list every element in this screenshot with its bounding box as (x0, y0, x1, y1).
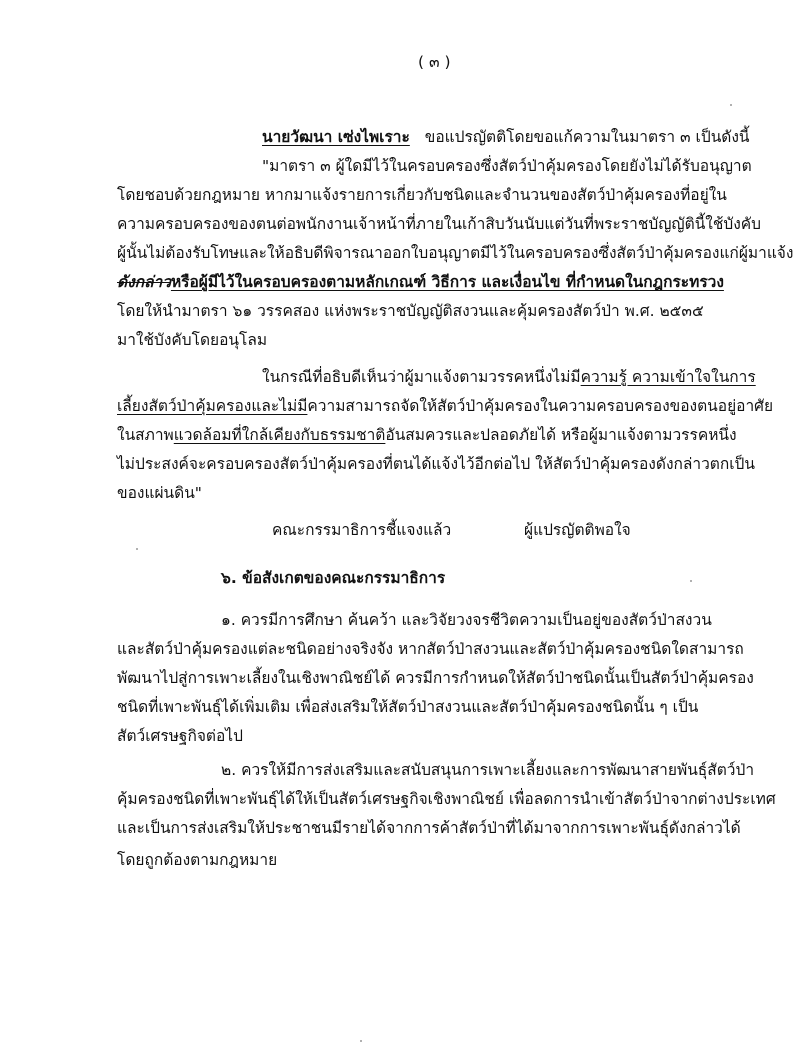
amendment-line: โดยให้นำมาตรา ๖๑ วรรคสอง แห่งพระราชบัญญัติสงวนและคุ้มครองสัตว์ป่า พ.ศ. ๒๕๓๕ (117, 302, 704, 320)
scan-speck (690, 580, 692, 582)
section-heading: ๖. ข้อสังเกตของคณะกรรมาธิการ (221, 569, 446, 587)
observation-1-line: ชนิดที่เพาะพันธุ์ได้เพิ่มเติม เพื่อส่งเสริมให้สัตว์ป่าสงวนและสัตว์ป่าคุ้มครองชนิดนั้น ๆ เป็น (117, 698, 699, 716)
amendment-header-line (262, 127, 750, 147)
amendment-line: ความครอบครองของตนต่อพนักงานเจ้าหน้าที่ภายในเก้าสิบวันนับแต่วันที่พระราชบัญญัตินี้ใช้บังคับ (117, 215, 761, 233)
amendment-para2-line: ของแผ่นดิน" (117, 484, 202, 502)
observation-1-line: สัตว์เศรษฐกิจต่อไป (117, 727, 243, 745)
inserted-text: หรือผู้มีไว้ในครอบครองตามหลักเกณฑ์ วิธีการ และเงื่อนไข ที่กำหนดในกฎกระทรวง (170, 273, 724, 291)
para2-text: ในสภาพ (117, 426, 174, 444)
amendment-line: ผู้นั้นไม่ต้องรับโทษและให้อธิบดีพิจารณาออกใบอนุญาตมีไว้ในครอบครองซึ่งสัตว์ป่าคุ้มครองแก่ผู้มาแจ้ง (117, 244, 794, 262)
inserted-text: แวดล้อมที่ใกล้เคียงกับธรรมชาติ (173, 426, 386, 444)
observation-2-line: ๒. ควรให้มีการส่งเสริมและสนับสนุนการเพาะเลี้ยงและการพัฒนาสายพันธุ์สัตว์ป่า (221, 761, 755, 779)
observation-1-line: พัฒนาไปสู่การเพาะเลี้ยงในเชิงพาณิชย์ได้ ควรมีการกำหนดให้สัตว์ป่าชนิดนั้นเป็นสัตว์ป่าคุ้มครอง (117, 669, 754, 687)
para2-text: อันสมควรและปลอดภัยได้ หรือผู้มาแจ้งตามวรรคหนึ่ง (385, 426, 737, 444)
scan-speck (730, 104, 732, 106)
observation-1-line: ๑. ควรมีการศึกษา ค้นคว้า และวิจัยวงจรชีวิตความเป็นอยู่ของสัตว์ป่าสงวน (221, 611, 712, 629)
committee-note: คณะกรรมาธิการชี้แจงแล้ว (272, 521, 452, 539)
mover-note: ผู้แปรญัตติพอใจ (524, 521, 631, 539)
inserted-text: ความรู้ ความเข้าใจในการ (580, 368, 756, 386)
amendment-line (117, 272, 724, 292)
amendment-intro: ขอแปรญัตติโดยขอแก้ความในมาตรา ๓ เป็นดังนี้ (424, 128, 750, 146)
observation-2-line: โดยถูกต้องตามกฎหมาย (117, 851, 278, 869)
para2-text: ความสามารถจัดให้สัตว์ป่าคุ้มครองในความครอบครองของตนอยู่อาศัย (307, 397, 774, 415)
amendment-para2-line (262, 367, 756, 387)
observation-1-line: และสัตว์ป่าคุ้มครองแต่ละชนิดอย่างจริงจัง หากสัตว์ป่าสงวนและสัตว์ป่าคุ้มครองชนิดใดสามารถ (117, 640, 744, 658)
amendment-line: มาใช้บังคับโดยอนุโลม (117, 331, 268, 349)
mover-name: นายวัฒนา เซ่งไพเราะ (262, 128, 410, 146)
amendment-para2-line (117, 425, 737, 445)
observation-2-line: คุ้มครองชนิดที่เพาะพันธุ์ได้ให้เป็นสัตว์เศรษฐกิจเชิงพาณิชย์ เพื่อลดการนำเข้าสัตว์ป่าจากต่างประเทศ (117, 790, 776, 808)
amendment-para2-line: ไม่ประสงค์จะครอบครองสัตว์ป่าคุ้มครองที่ตนได้แจ้งไว้อีกต่อไป ให้สัตว์ป่าคุ้มครองดังกล่าวตกเป็น (117, 455, 755, 473)
amendment-line: "มาตรา ๓ ผู้ใดมีไว้ในครอบครองซึ่งสัตว์ป่าคุ้มครองโดยยังไม่ได้รับอนุญาต (262, 157, 752, 175)
scan-speck (360, 1040, 362, 1042)
struck-text: ดังกล่าว (117, 273, 171, 291)
scan-speck (136, 548, 138, 550)
page-number: ( ๓ ) (418, 53, 451, 71)
observation-2-line: และเป็นการส่งเสริมให้ประชาชนมีรายได้จากการค้าสัตว์ป่าที่ได้มาจากการเพาะพันธุ์ดังกล่าวได้ (117, 819, 741, 837)
para2-text: ในกรณีที่อธิบดีเห็นว่าผู้มาแจ้งตามวรรคหนึ่งไม่มี (262, 368, 581, 386)
inserted-text: เลี้ยงสัตว์ป่าคุ้มครองและไม่มี (117, 397, 308, 415)
amendment-para2-line (117, 396, 773, 416)
amendment-line: โดยชอบด้วยกฎหมาย หากมาแจ้งรายการเกี่ยวกับชนิดและจำนวนของสัตว์ป่าคุ้มครองที่อยู่ใน (117, 186, 727, 204)
